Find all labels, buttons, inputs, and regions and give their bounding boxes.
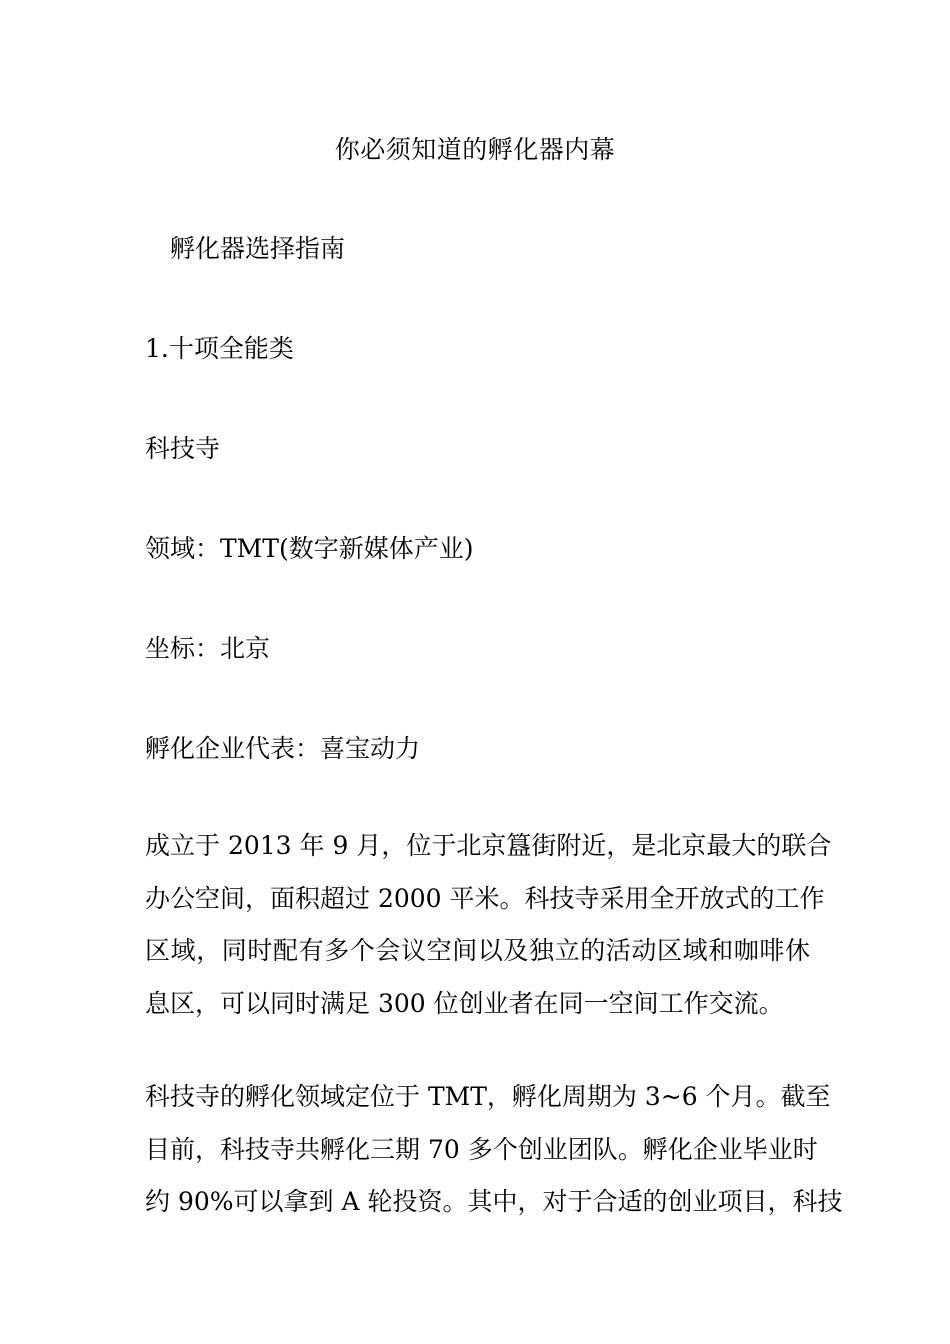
paragraph-line: 约 90%可以拿到 A 轮投资。其中，对于合适的创业项目，科技: [145, 1187, 843, 1216]
paragraph-incubation: [145, 1071, 843, 1229]
paragraph-intro: [145, 820, 832, 1030]
paragraph-line: 区域，同时配有多个会议空间以及独立的活动区域和咖啡休: [145, 936, 810, 965]
paragraph-line: 成立于 2013 年 9 月，位于北京簋街附近，是北京最大的联合: [145, 831, 832, 860]
section-subtitle: 孵化器选择指南: [170, 234, 346, 263]
incubator-location: 坐标：北京: [145, 634, 271, 663]
paragraph-line: 办公空间，面积超过 2000 平米。科技寺采用全开放式的工作: [145, 883, 825, 913]
incubator-name: 科技寺: [145, 434, 221, 463]
paragraph-line: 目前，科技寺共孵化三期 70 多个创业团队。孵化企业毕业时: [145, 1134, 818, 1164]
paragraph-line: 科技寺的孵化领域定位于 TMT，孵化周期为 3~6 个月。截至: [145, 1082, 831, 1111]
category-heading: 1.十项全能类: [145, 334, 294, 363]
incubator-representative: 孵化企业代表：喜宝动力: [145, 734, 421, 763]
document-title: 你必须知道的孵化器内幕: [334, 135, 616, 164]
incubator-field: 领域：TMT(数字新媒体产业): [145, 534, 474, 563]
paragraph-line: 息区，可以同时满足 300 位创业者在同一空间工作交流。: [145, 988, 784, 1018]
